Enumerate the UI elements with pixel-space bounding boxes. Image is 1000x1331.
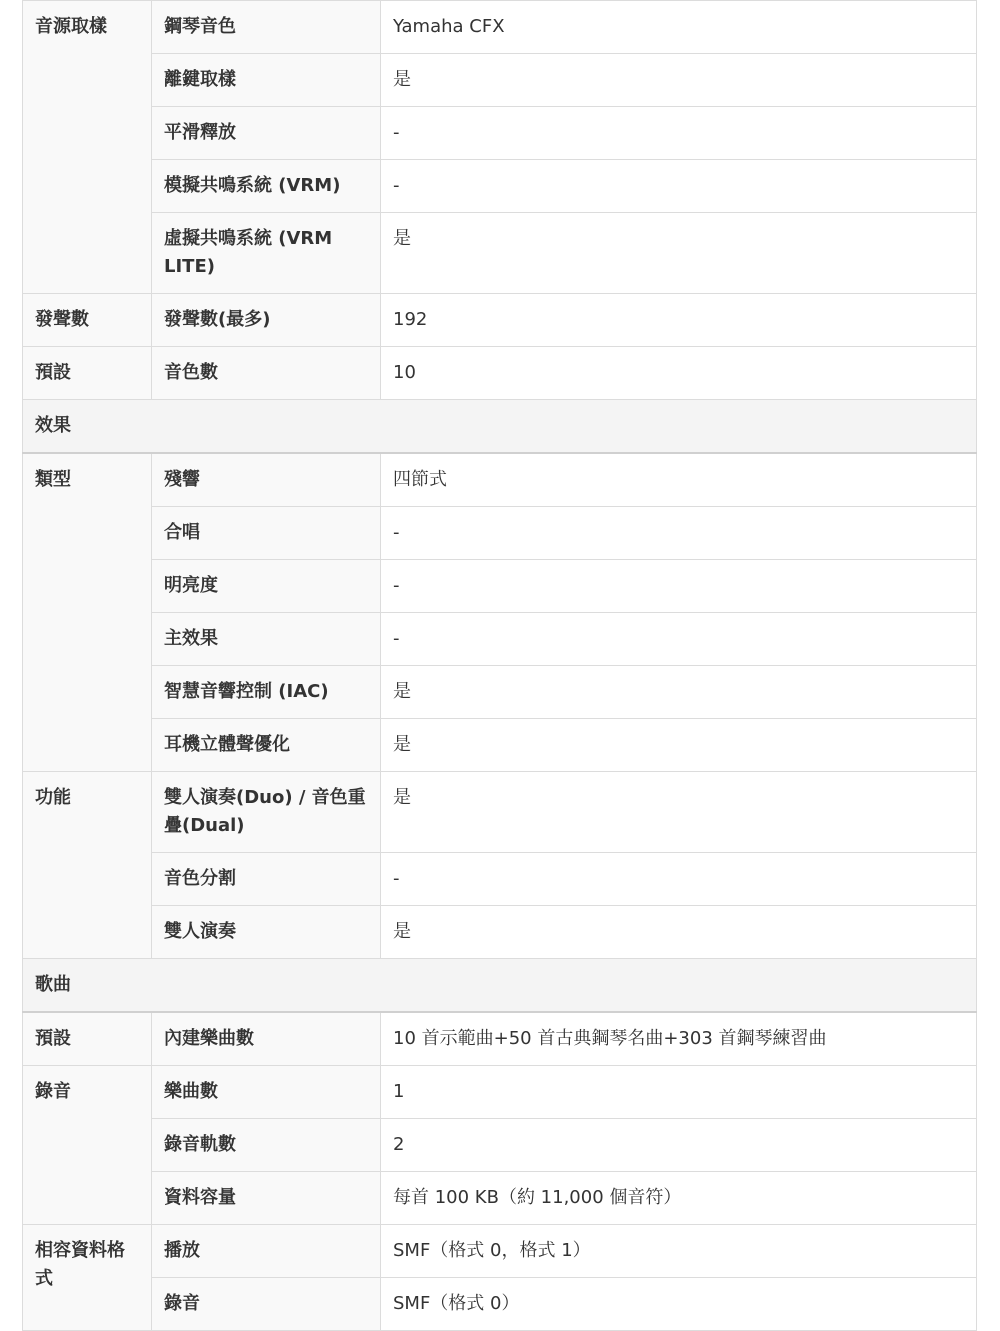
- table-row: [23, 906, 977, 959]
- table-row: [23, 1066, 977, 1119]
- row-value: 10: [381, 347, 977, 400]
- row-label: 主效果: [152, 613, 381, 666]
- table-row: [23, 719, 977, 772]
- table-row: [23, 54, 977, 107]
- category-data-format: 相容資料格式: [23, 1225, 152, 1331]
- row-label: 播放: [152, 1225, 381, 1278]
- table-row: [23, 107, 977, 160]
- spec-table: [22, 0, 977, 1331]
- row-label: 雙人演奏: [152, 906, 381, 959]
- table-row: [23, 772, 977, 853]
- row-value: -: [381, 160, 977, 213]
- row-value: -: [381, 107, 977, 160]
- row-label: 平滑釋放: [152, 107, 381, 160]
- table-row: [23, 347, 977, 400]
- row-label: 明亮度: [152, 560, 381, 613]
- row-label: 鋼琴音色: [152, 1, 381, 54]
- row-label: 模擬共鳴系統 (VRM): [152, 160, 381, 213]
- row-label: 樂曲數: [152, 1066, 381, 1119]
- table-row: [23, 1278, 977, 1331]
- category-preset: 預設: [23, 347, 152, 400]
- row-value: -: [381, 853, 977, 906]
- section-row-effects: [23, 400, 977, 454]
- row-label: 雙人演奏(Duo) / 音色重疊(Dual): [152, 772, 381, 853]
- row-value: -: [381, 613, 977, 666]
- table-row: [23, 453, 977, 507]
- category-recording: 錄音: [23, 1066, 152, 1225]
- table-row: [23, 294, 977, 347]
- row-value: -: [381, 507, 977, 560]
- category-preset-songs: 預設: [23, 1012, 152, 1066]
- row-label: 離鍵取樣: [152, 54, 381, 107]
- table-row: [23, 507, 977, 560]
- section-title: 效果: [23, 400, 977, 454]
- table-row: [23, 613, 977, 666]
- row-value: 2: [381, 1119, 977, 1172]
- table-row: [23, 560, 977, 613]
- table-row: [23, 1119, 977, 1172]
- row-value: 是: [381, 772, 977, 853]
- row-value: 是: [381, 719, 977, 772]
- row-value: 192: [381, 294, 977, 347]
- row-label: 智慧音響控制 (IAC): [152, 666, 381, 719]
- category-polyphony: 發聲數: [23, 294, 152, 347]
- row-value: -: [381, 560, 977, 613]
- table-row: [23, 1225, 977, 1278]
- row-label: 發聲數(最多): [152, 294, 381, 347]
- row-value: 10 首示範曲+50 首古典鋼琴名曲+303 首鋼琴練習曲: [381, 1012, 977, 1066]
- row-label: 耳機立體聲優化: [152, 719, 381, 772]
- row-value: 是: [381, 54, 977, 107]
- category-sound-source: 音源取樣: [23, 1, 152, 294]
- table-row: [23, 853, 977, 906]
- row-value: 是: [381, 213, 977, 294]
- row-value: 1: [381, 1066, 977, 1119]
- table-row: [23, 1172, 977, 1225]
- row-value: 四節式: [381, 453, 977, 507]
- row-value: 每首 100 KB（約 11,000 個音符）: [381, 1172, 977, 1225]
- table-row: [23, 160, 977, 213]
- row-label: 虛擬共鳴系統 (VRM LITE): [152, 213, 381, 294]
- table-row: [23, 1, 977, 54]
- section-title: 歌曲: [23, 959, 977, 1013]
- row-label: 錄音軌數: [152, 1119, 381, 1172]
- section-row-songs: [23, 959, 977, 1013]
- row-value: 是: [381, 906, 977, 959]
- table-row: [23, 1012, 977, 1066]
- table-row: [23, 213, 977, 294]
- row-value: Yamaha CFX: [381, 1, 977, 54]
- table-row: [23, 666, 977, 719]
- category-effect-type: 類型: [23, 453, 152, 772]
- row-label: 音色分割: [152, 853, 381, 906]
- row-value: 是: [381, 666, 977, 719]
- row-label: 殘響: [152, 453, 381, 507]
- row-label: 合唱: [152, 507, 381, 560]
- row-label: 內建樂曲數: [152, 1012, 381, 1066]
- row-value: SMF（格式 0）: [381, 1278, 977, 1331]
- row-label: 音色數: [152, 347, 381, 400]
- row-value: SMF（格式 0，格式 1）: [381, 1225, 977, 1278]
- row-label: 錄音: [152, 1278, 381, 1331]
- row-label: 資料容量: [152, 1172, 381, 1225]
- category-functions: 功能: [23, 772, 152, 959]
